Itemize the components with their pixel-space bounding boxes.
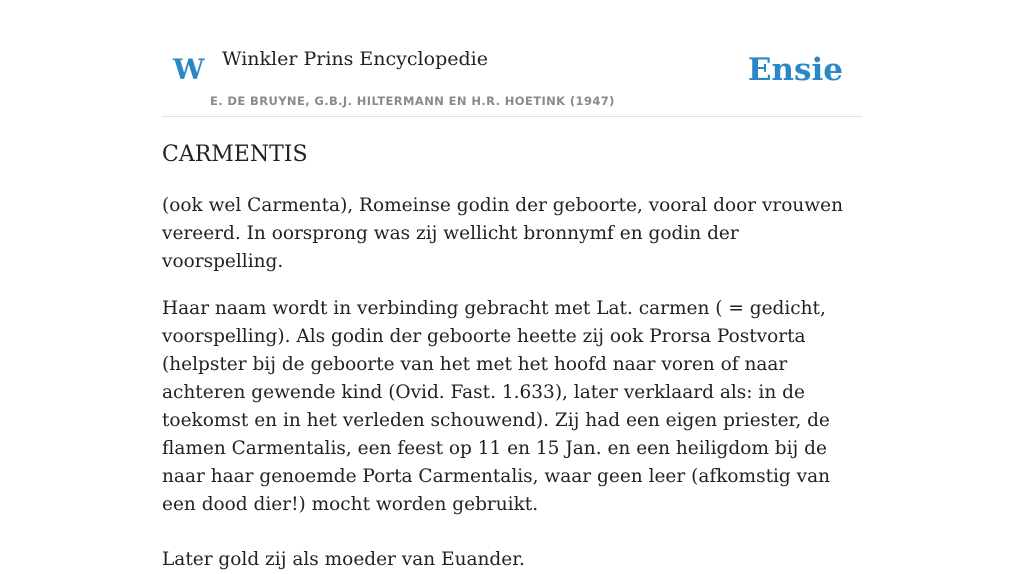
source-authors: E. DE BRUYNE, G.B.J. HILTERMANN EN H.R. HOETINK (1947) <box>210 94 615 108</box>
source-logo[interactable]: W <box>173 53 205 86</box>
source-header <box>162 40 862 117</box>
article-paragraph: Later gold zij als moeder van Euander. <box>162 549 525 570</box>
ensie-logo[interactable]: Ensie <box>747 52 843 88</box>
article-paragraph: (ook wel Carmenta), Romeinse godin der geboorte, vooral door vrouwen vereerd. In oorsprong was zij wellicht bronnymf en godin der voorspelling. <box>162 195 843 272</box>
article-title: CARMENTIS <box>162 142 308 167</box>
source-title[interactable]: Winkler Prins Encyclopedie <box>222 48 488 70</box>
article-paragraph: Haar naam wordt in verbinding gebracht met Lat. carmen ( = gedicht, voorspelling). Als godin der geboorte heette zij ook Prorsa Postvorta (helpster bij de geboorte van het met het hoofd naar voren of naar achteren gewende kind (Ovid. Fast. 1.633), later verklaard als: in de toekomst en in het verleden schouwend). Zij had een eigen priester, de flamen Carmentalis, een feest op 11 en 15 Jan. en een heiligdom bij de naar haar genoemde Porta Carmentalis, waar geen leer (afkomstig van een dood dier!) mocht worden gebruikt. <box>162 298 831 515</box>
article <box>162 140 862 574</box>
